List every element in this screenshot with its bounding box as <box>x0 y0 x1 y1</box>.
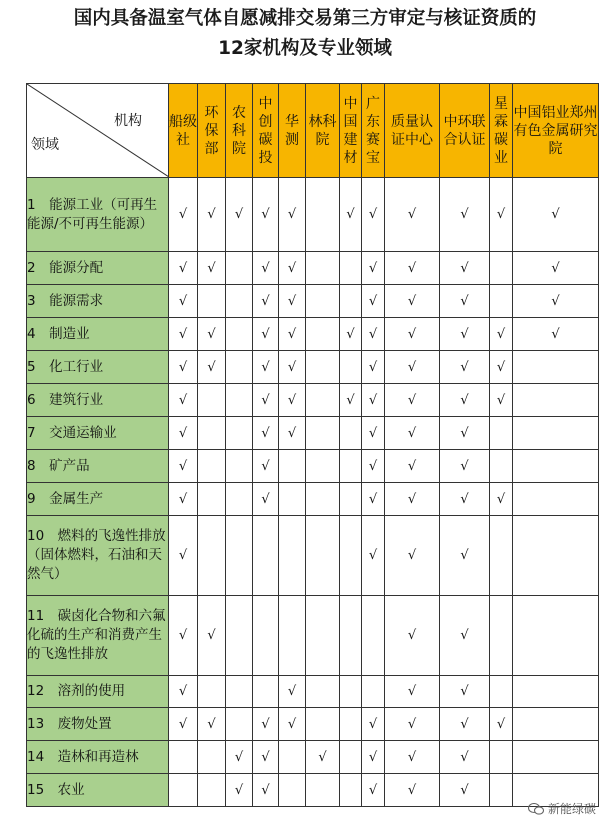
empty-cell <box>279 741 306 774</box>
empty-cell <box>253 596 279 676</box>
check-mark: √ <box>440 741 490 774</box>
check-mark: √ <box>362 318 385 351</box>
table-row <box>27 676 599 708</box>
empty-cell <box>226 516 253 596</box>
empty-cell <box>279 516 306 596</box>
check-mark: √ <box>490 351 513 384</box>
org-header-1: 船级社 <box>169 84 198 178</box>
check-mark: √ <box>362 285 385 318</box>
empty-cell <box>306 285 340 318</box>
empty-cell <box>198 285 226 318</box>
check-mark: √ <box>362 178 385 252</box>
empty-cell <box>306 596 340 676</box>
empty-cell <box>340 596 362 676</box>
table-row <box>27 252 599 285</box>
check-mark: √ <box>440 417 490 450</box>
page-title <box>0 4 610 64</box>
empty-cell <box>226 417 253 450</box>
table-body <box>27 178 599 807</box>
table-row <box>27 178 599 252</box>
check-mark: √ <box>490 178 513 252</box>
org-header-11: 星霖碳业 <box>490 84 513 178</box>
check-mark: √ <box>490 708 513 741</box>
corner-cell <box>27 84 169 178</box>
check-mark: √ <box>169 285 198 318</box>
field-label: 5 化工行业 <box>27 351 169 384</box>
empty-cell <box>279 450 306 483</box>
empty-cell <box>279 774 306 807</box>
check-mark: √ <box>253 417 279 450</box>
check-mark: √ <box>440 774 490 807</box>
table-row <box>27 516 599 596</box>
empty-cell <box>340 450 362 483</box>
empty-cell <box>226 596 253 676</box>
empty-cell <box>490 774 513 807</box>
field-label: 11 碳卤化合物和六氟化硫的生产和消费产生的飞逸性排放 <box>27 596 169 676</box>
empty-cell <box>340 774 362 807</box>
check-mark: √ <box>385 252 440 285</box>
empty-cell <box>198 450 226 483</box>
empty-cell <box>340 741 362 774</box>
check-mark: √ <box>279 384 306 417</box>
empty-cell <box>306 676 340 708</box>
check-mark: √ <box>198 318 226 351</box>
field-label: 13 废物处置 <box>27 708 169 741</box>
check-mark: √ <box>169 516 198 596</box>
empty-cell <box>198 676 226 708</box>
check-mark: √ <box>169 252 198 285</box>
table-row <box>27 774 599 807</box>
field-label: 7 交通运输业 <box>27 417 169 450</box>
empty-cell <box>490 741 513 774</box>
check-mark: √ <box>169 676 198 708</box>
field-label: 2 能源分配 <box>27 252 169 285</box>
check-mark: √ <box>226 774 253 807</box>
check-mark: √ <box>169 417 198 450</box>
table-row <box>27 741 599 774</box>
check-mark: √ <box>385 178 440 252</box>
check-mark: √ <box>385 417 440 450</box>
check-mark: √ <box>279 252 306 285</box>
empty-cell <box>340 252 362 285</box>
empty-cell <box>490 516 513 596</box>
field-label: 9 金属生产 <box>27 483 169 516</box>
field-label: 10 燃料的飞逸性排放（固体燃料，石油和天然气） <box>27 516 169 596</box>
check-mark: √ <box>253 285 279 318</box>
empty-cell <box>513 417 599 450</box>
empty-cell <box>306 516 340 596</box>
check-mark: √ <box>490 483 513 516</box>
empty-cell <box>306 318 340 351</box>
empty-cell <box>490 450 513 483</box>
header-row <box>27 84 599 178</box>
empty-cell <box>513 351 599 384</box>
empty-cell <box>340 483 362 516</box>
check-mark: √ <box>385 318 440 351</box>
watermark <box>528 800 596 817</box>
check-mark: √ <box>198 252 226 285</box>
table-row <box>27 285 599 318</box>
check-mark: √ <box>385 450 440 483</box>
check-mark: √ <box>440 450 490 483</box>
check-mark: √ <box>198 596 226 676</box>
check-mark: √ <box>306 741 340 774</box>
table-row <box>27 417 599 450</box>
table-row <box>27 318 599 351</box>
title-line-1: 国内具备温室气体自愿减排交易第三方审定与核证资质的 <box>73 8 537 29</box>
field-label: 15 农业 <box>27 774 169 807</box>
check-mark: √ <box>226 741 253 774</box>
table-row <box>27 450 599 483</box>
check-mark: √ <box>169 708 198 741</box>
corner-field-label: 领域 <box>31 137 59 153</box>
empty-cell <box>513 708 599 741</box>
check-mark: √ <box>253 450 279 483</box>
check-mark: √ <box>198 708 226 741</box>
org-header-10: 中环联合认证 <box>440 84 490 178</box>
empty-cell <box>226 351 253 384</box>
check-mark: √ <box>440 252 490 285</box>
check-mark: √ <box>279 178 306 252</box>
check-mark: √ <box>169 483 198 516</box>
empty-cell <box>198 516 226 596</box>
check-mark: √ <box>226 178 253 252</box>
table-row <box>27 483 599 516</box>
org-header-3: 农科院 <box>226 84 253 178</box>
check-mark: √ <box>362 708 385 741</box>
empty-cell <box>340 516 362 596</box>
org-header-5: 华测 <box>279 84 306 178</box>
empty-cell <box>279 483 306 516</box>
check-mark: √ <box>385 708 440 741</box>
check-mark: √ <box>385 741 440 774</box>
check-mark: √ <box>253 178 279 252</box>
check-mark: √ <box>385 774 440 807</box>
org-header-4: 中创碳投 <box>253 84 279 178</box>
empty-cell <box>513 676 599 708</box>
empty-cell <box>340 351 362 384</box>
check-mark: √ <box>169 384 198 417</box>
empty-cell <box>198 384 226 417</box>
check-mark: √ <box>362 516 385 596</box>
field-label: 3 能源需求 <box>27 285 169 318</box>
org-header-9: 质量认证中心 <box>385 84 440 178</box>
check-mark: √ <box>169 178 198 252</box>
check-mark: √ <box>385 676 440 708</box>
check-mark: √ <box>362 252 385 285</box>
empty-cell <box>279 596 306 676</box>
check-mark: √ <box>253 351 279 384</box>
empty-cell <box>198 774 226 807</box>
empty-cell <box>306 483 340 516</box>
empty-cell <box>226 708 253 741</box>
check-mark: √ <box>198 178 226 252</box>
empty-cell <box>490 676 513 708</box>
empty-cell <box>306 252 340 285</box>
check-mark: √ <box>490 318 513 351</box>
check-mark: √ <box>253 774 279 807</box>
check-mark: √ <box>440 384 490 417</box>
check-mark: √ <box>362 417 385 450</box>
empty-cell <box>490 417 513 450</box>
field-label: 12 溶剂的使用 <box>27 676 169 708</box>
check-mark: √ <box>440 596 490 676</box>
check-mark: √ <box>440 178 490 252</box>
empty-cell <box>226 450 253 483</box>
wechat-icon <box>528 803 544 815</box>
check-mark: √ <box>340 318 362 351</box>
empty-cell <box>513 516 599 596</box>
empty-cell <box>306 384 340 417</box>
check-mark: √ <box>440 285 490 318</box>
check-mark: √ <box>362 384 385 417</box>
empty-cell <box>306 417 340 450</box>
check-mark: √ <box>362 351 385 384</box>
empty-cell <box>226 384 253 417</box>
empty-cell <box>226 285 253 318</box>
check-mark: √ <box>253 384 279 417</box>
check-mark: √ <box>253 318 279 351</box>
check-mark: √ <box>440 351 490 384</box>
org-header-6: 林科院 <box>306 84 340 178</box>
empty-cell <box>306 708 340 741</box>
table-row <box>27 351 599 384</box>
table-row <box>27 708 599 741</box>
field-label: 8 矿产品 <box>27 450 169 483</box>
empty-cell <box>490 596 513 676</box>
check-mark: √ <box>362 774 385 807</box>
check-mark: √ <box>385 516 440 596</box>
watermark-text: 新能绿碳 <box>547 802 596 816</box>
empty-cell <box>513 450 599 483</box>
check-mark: √ <box>279 285 306 318</box>
field-label: 1 能源工业（可再生能源/不可再生能源） <box>27 178 169 252</box>
empty-cell <box>253 516 279 596</box>
check-mark: √ <box>340 384 362 417</box>
check-mark: √ <box>253 483 279 516</box>
empty-cell <box>362 596 385 676</box>
org-header-8: 广东赛宝 <box>362 84 385 178</box>
check-mark: √ <box>279 708 306 741</box>
check-mark: √ <box>440 318 490 351</box>
empty-cell <box>169 774 198 807</box>
check-mark: √ <box>385 483 440 516</box>
empty-cell <box>306 774 340 807</box>
table-row <box>27 384 599 417</box>
check-mark: √ <box>440 708 490 741</box>
empty-cell <box>340 708 362 741</box>
empty-cell <box>306 178 340 252</box>
check-mark: √ <box>385 384 440 417</box>
check-mark: √ <box>513 252 599 285</box>
check-mark: √ <box>440 676 490 708</box>
empty-cell <box>490 285 513 318</box>
empty-cell <box>362 676 385 708</box>
check-mark: √ <box>385 285 440 318</box>
empty-cell <box>340 676 362 708</box>
field-label: 6 建筑行业 <box>27 384 169 417</box>
check-mark: √ <box>279 676 306 708</box>
empty-cell <box>198 483 226 516</box>
empty-cell <box>513 741 599 774</box>
empty-cell <box>226 318 253 351</box>
diagonal-divider <box>27 84 169 177</box>
check-mark: √ <box>169 318 198 351</box>
check-mark: √ <box>490 384 513 417</box>
check-mark: √ <box>513 318 599 351</box>
check-mark: √ <box>440 483 490 516</box>
check-mark: √ <box>513 285 599 318</box>
check-mark: √ <box>340 178 362 252</box>
check-mark: √ <box>169 596 198 676</box>
org-header-7: 中国建材 <box>340 84 362 178</box>
check-mark: √ <box>253 741 279 774</box>
field-label: 4 制造业 <box>27 318 169 351</box>
check-mark: √ <box>279 417 306 450</box>
empty-cell <box>490 252 513 285</box>
empty-cell <box>226 252 253 285</box>
title-line-2: 12家机构及专业领域 <box>218 38 392 59</box>
field-label: 14 造林和再造林 <box>27 741 169 774</box>
empty-cell <box>306 450 340 483</box>
check-mark: √ <box>440 516 490 596</box>
check-mark: √ <box>169 351 198 384</box>
empty-cell <box>198 417 226 450</box>
check-mark: √ <box>385 351 440 384</box>
empty-cell <box>253 676 279 708</box>
check-mark: √ <box>198 351 226 384</box>
check-mark: √ <box>513 178 599 252</box>
qualification-table <box>26 83 599 807</box>
check-mark: √ <box>253 708 279 741</box>
empty-cell <box>513 596 599 676</box>
table-row <box>27 596 599 676</box>
empty-cell <box>169 741 198 774</box>
empty-cell <box>226 483 253 516</box>
check-mark: √ <box>169 450 198 483</box>
empty-cell <box>513 483 599 516</box>
empty-cell <box>340 417 362 450</box>
check-mark: √ <box>279 318 306 351</box>
empty-cell <box>226 676 253 708</box>
check-mark: √ <box>362 483 385 516</box>
corner-org-label: 机构 <box>114 113 142 129</box>
empty-cell <box>306 351 340 384</box>
empty-cell <box>513 384 599 417</box>
check-mark: √ <box>362 450 385 483</box>
empty-cell <box>340 285 362 318</box>
org-header-12: 中国铝业郑州有色金属研究院 <box>513 84 599 178</box>
check-mark: √ <box>362 741 385 774</box>
check-mark: √ <box>279 351 306 384</box>
check-mark: √ <box>385 596 440 676</box>
empty-cell <box>198 741 226 774</box>
check-mark: √ <box>253 252 279 285</box>
org-header-2: 环保部 <box>198 84 226 178</box>
